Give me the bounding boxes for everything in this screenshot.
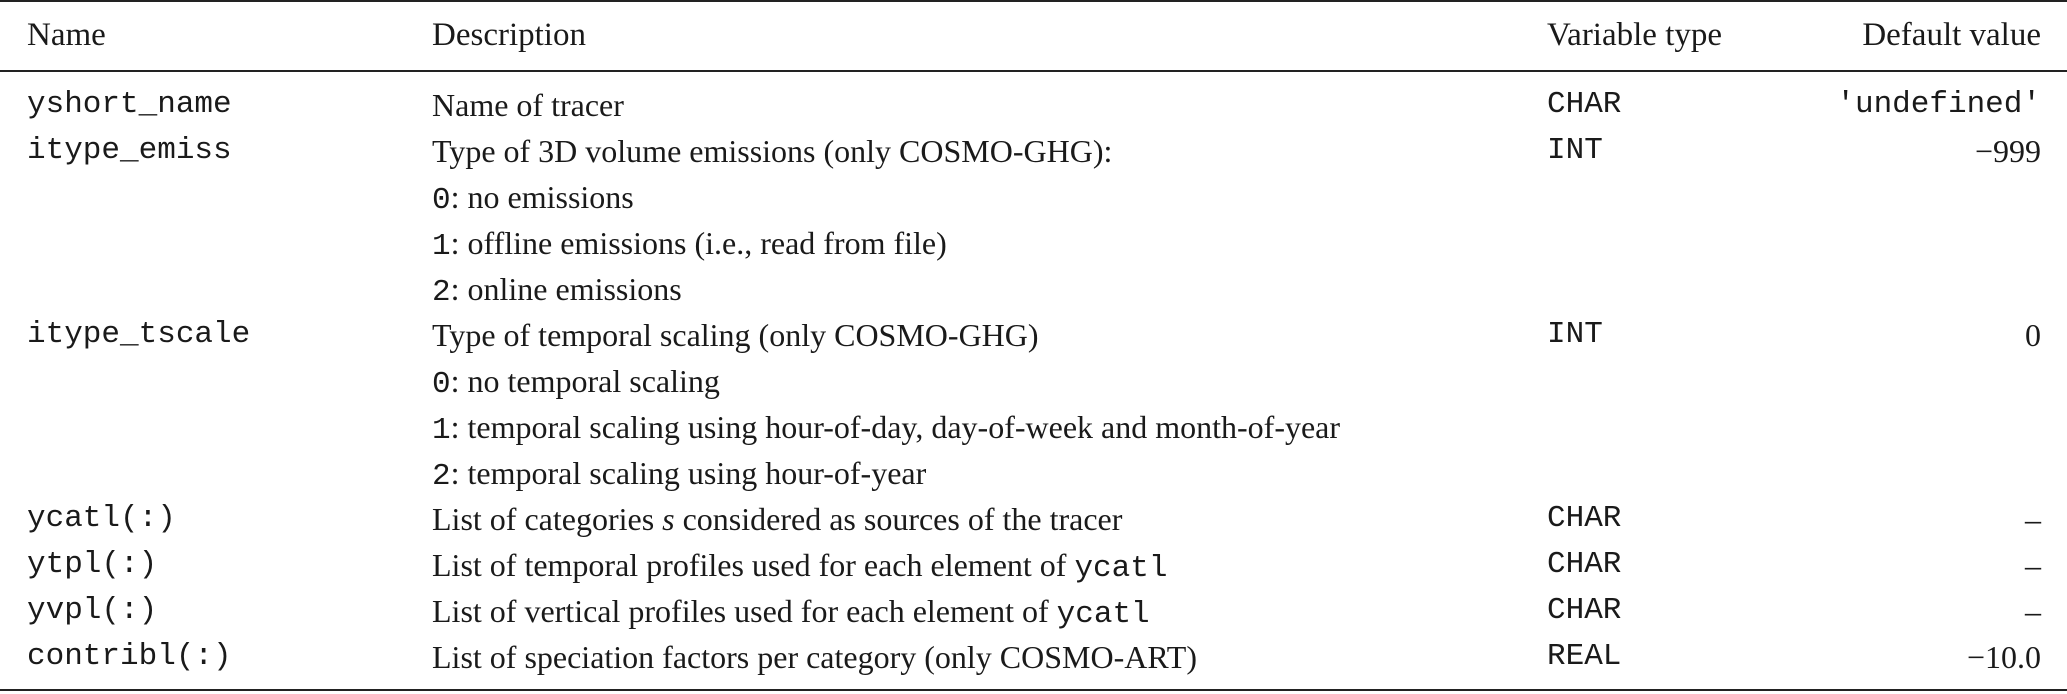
cell-description-option — [432, 404, 1340, 454]
option-text: : offline emissions (i.e., read from file) — [450, 225, 947, 261]
table-row — [0, 634, 2067, 680]
table-row — [0, 496, 2067, 542]
description-text: List of categories — [432, 501, 663, 537]
cell-description-option — [432, 450, 926, 500]
cell-description: Type of temporal scaling (only COSMO-GHG) — [432, 317, 1039, 353]
option-text: : temporal scaling using hour-of-day, day-of-week and month-of-year — [450, 409, 1341, 445]
cell-variable-type: INT — [1547, 133, 1603, 168]
table-row — [0, 128, 2067, 174]
cell-name: contribl(:) — [27, 639, 232, 674]
table-row-continuation — [0, 266, 2067, 312]
header-variable-type: Variable type — [1547, 17, 1723, 53]
table-row — [0, 588, 2067, 634]
cell-default-value: – — [2025, 501, 2041, 537]
cell-variable-type: INT — [1547, 317, 1603, 352]
cell-default-value: 'undefined' — [1836, 87, 2041, 122]
cell-variable-type: CHAR — [1547, 501, 1622, 536]
table-row-continuation — [0, 358, 2067, 404]
cell-default-value: – — [2025, 547, 2041, 583]
cell-name: yvpl(:) — [27, 593, 158, 628]
cell-name: ycatl(:) — [27, 501, 176, 536]
cell-name: yshort_name — [27, 87, 232, 122]
table-row-continuation — [0, 450, 2067, 496]
option-code: 2 — [432, 459, 451, 494]
cell-variable-type: CHAR — [1547, 87, 1622, 122]
table-top-rule — [0, 0, 2067, 2]
table-row-continuation — [0, 220, 2067, 266]
option-code: 2 — [432, 275, 451, 310]
cell-description: Type of 3D volume emissions (only COSMO-GHG): — [432, 133, 1113, 169]
cell-description: List of speciation factors per category (only COSMO-ART) — [432, 639, 1197, 675]
cell-name: itype_tscale — [27, 317, 251, 352]
table-bottom-rule — [0, 689, 2067, 691]
header-name: Name — [27, 17, 106, 53]
cell-description — [432, 542, 1167, 592]
description-math-variable: s — [662, 501, 675, 537]
cell-description-option — [432, 266, 682, 316]
description-code: ycatl — [1056, 597, 1150, 632]
cell-description-option — [432, 220, 947, 270]
option-code: 1 — [432, 413, 451, 448]
header-description: Description — [432, 17, 586, 53]
cell-variable-type: CHAR — [1547, 547, 1622, 582]
header-rule — [0, 70, 2067, 72]
table-row — [0, 542, 2067, 588]
table-row — [0, 82, 2067, 128]
header-default-value: Default value — [1862, 17, 2041, 53]
option-code: 0 — [432, 183, 451, 218]
cell-default-value: −999 — [1974, 133, 2041, 169]
option-code: 1 — [432, 229, 451, 264]
cell-default-value: 0 — [2025, 317, 2041, 353]
cell-default-value: −10.0 — [1966, 639, 2041, 675]
cell-description — [432, 496, 1122, 542]
table-row-continuation — [0, 404, 2067, 450]
cell-default-value: – — [2025, 593, 2041, 629]
cell-name: ytpl(:) — [27, 547, 158, 582]
cell-description: Name of tracer — [432, 87, 624, 123]
cell-description-option — [432, 358, 720, 408]
cell-description — [432, 588, 1150, 638]
option-text: : online emissions — [450, 271, 682, 307]
option-code: 0 — [432, 367, 451, 402]
option-text: : no emissions — [450, 179, 634, 215]
description-code: ycatl — [1074, 551, 1168, 586]
description-text: List of temporal profiles used for each element of — [432, 547, 1075, 583]
table-row-continuation — [0, 174, 2067, 220]
cell-variable-type: CHAR — [1547, 593, 1622, 628]
option-text: : temporal scaling using hour-of-year — [450, 455, 927, 491]
description-text: List of vertical profiles used for each element of — [432, 593, 1057, 629]
cell-description-option — [432, 174, 634, 224]
table-row — [0, 312, 2067, 358]
cell-name: itype_emiss — [27, 133, 232, 168]
cell-variable-type: REAL — [1547, 639, 1622, 674]
description-text: considered as sources of the tracer — [674, 501, 1123, 537]
option-text: : no temporal scaling — [450, 363, 720, 399]
